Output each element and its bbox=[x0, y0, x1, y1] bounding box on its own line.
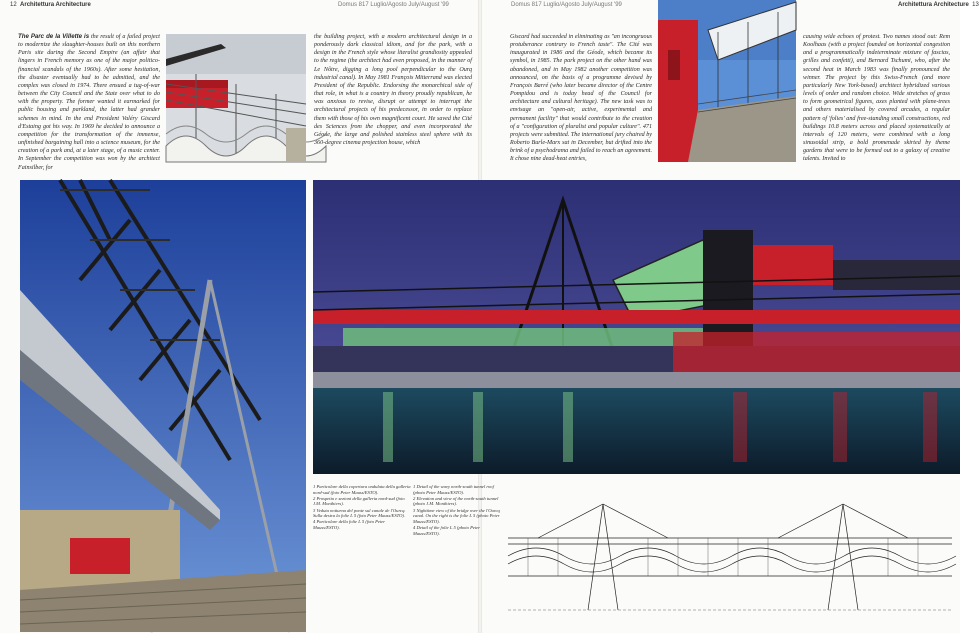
right-running-head bbox=[898, 2, 979, 8]
article-text-1: the result of a failed project to modernize the slaughter-houses built on this northern Paris site during the Second Empire (an affair that lingers in French memory as one of the major politico-financial scandals of the 1960s). After some hesitation, the disaster eventually had to be admitted, and the complex was closed in 1974. There ensued a tug-of-war between the City Council and the State over what to do with the property. The former wanted it earmarked for public housing and parkland, the latter had grander schemes in mind. In the end President Valéry Giscard d'Estaing got his way. In 1969 he decided to announce a competition for the transformation of the immense, unfinished bargaining hall into a science museum, for the creation of a park and, at a later stage, of a music center. In September the competition was won by the architect Fainsilber, for bbox=[18, 34, 160, 171]
right-section-title: Architettura Architecture bbox=[898, 2, 969, 8]
captions-italian bbox=[313, 484, 413, 531]
article-column-1 bbox=[18, 33, 160, 171]
article-column-4 bbox=[803, 33, 950, 165]
photo-bridge-structure bbox=[20, 180, 306, 632]
photo-wavy-gallery bbox=[166, 34, 306, 162]
right-page-number: 13 bbox=[972, 2, 979, 8]
photo-folie-canopy bbox=[658, 0, 796, 162]
caption-en-1: 1 Detail of the wavy north-south tunnel roof (photo Peter Mauss/ESTO). bbox=[413, 484, 494, 495]
photo-night-bridge bbox=[313, 180, 960, 474]
article-lead: The Parc de la Villette is bbox=[18, 33, 90, 40]
elevation-drawing bbox=[508, 498, 952, 622]
left-issue-line: Domus 817 Luglio/Agosto July/August '99 bbox=[338, 2, 449, 8]
article-text-3: Giscard had succeeded in eliminating as "an incongruous protuberance contrary to French taste". The Cité was inaugurated in 1986 and the Géode, which became its symbol, in 1985. The park project on the other hand was abandoned, and in May 1982 another competition was announced, on the basis of a programme devised by François Barré (who later became director of the Centre Pompidou and is today head of the Council for architecture and cultural heritage). The new task was to envisage an "open-air, active, experimental and permanent facility" that would contribute to the creation of a "configuration of pluralist and popular culture". 471 projects were submitted. The international jury chaired by Roberto Burle-Marx sat in December, but drifted into the brink of a psychodrama and failed to reach an agreement. It chose nine dead-heat entries, bbox=[510, 34, 652, 163]
caption-it-3: 3 Veduta notturna del ponte sul canale de l'Ourcq. Sulla destra la folie L 5 (foto Peter Mauss/ESTO). bbox=[313, 507, 406, 519]
article-column-3 bbox=[510, 33, 652, 165]
article-column-2 bbox=[314, 33, 472, 165]
caption-it-4: 4 Particolare della folie L 5 (foto Peter Mauss/ESTO). bbox=[313, 519, 386, 530]
caption-it-2: 2 Prospetto e sezioni della galleria nord-sud (foto J.M. Monthiers). bbox=[313, 495, 405, 507]
caption-en-4: 4 Detail of the folie L 5 (photo Peter Mauss/ESTO). bbox=[413, 524, 481, 536]
left-running-head bbox=[10, 2, 91, 8]
right-issue-line: Domus 817 Luglio/Agosto July/August '99 bbox=[511, 2, 622, 8]
caption-en-3: 3 Nighttime view of the bridge over the l'Ourcq canal. On the right is the folie L 5 (photo Peter Mauss/ESTO). bbox=[413, 507, 500, 524]
article-text-2: the building project, with a modern architectural design in a ponderously dark classical idiom, and for the park, with a design in the French style whose literalist grandiosity appealed to the regime (the architect had even proposed, in the manner of Le Nôtre, digging a long pool perpendicular to the Ourq industrial canal). In May 1981 François Mitterrand was elected President of the Republic. Endorsing the monarchical side of that role, in what is a country in theory proudly republican, he was anxious to revise, disrupt or attempt to interrupt the architectural projects of his predecessor, in order to replace them with those of his own magnificent court. He saved the Cité des Sciences from the chopper, and even incorporated the Géode, the large and polished stainless steel sphere with its 360-degree cinema projection house, which bbox=[314, 34, 472, 147]
left-section-title: Architettura Architecture bbox=[20, 2, 91, 8]
caption-en-2: 2 Elevation and view of the north-south tunnel (photo J.M. Monthiers). bbox=[413, 495, 499, 507]
captions-english bbox=[413, 484, 501, 537]
article-text-4: causing wide echoes of protest. Two names stood out: Rem Koolhaas (with a project founded on horizontal congestion and a programmatically indeterminate mixture of fascias, grilles and confetti), and Bernard Tschumi, who, after the second heat in March 1983 was finally pronounced the winner. The project by this Swiss-French (and more particularly New York-based) architect hybridized various levels of order and random choice. Wide stretches of grass to form geometrical figures, axes planted with plane-trees and others materialised by covered arcades, a regular pattern of 'folies' and free-standing small constructions, red buildings 10.8 meters across and placed systematically at intervals of 120 meters, were combined with a long sinusoidal strip, a bold promenade skirted by theme gardens that were to be formed out to a galaxy of creative talents. Invited to bbox=[803, 34, 950, 163]
left-page-number: 12 bbox=[10, 2, 17, 8]
caption-it-1: 1 Particolare della copertura ondulata della galleria nord-sud (foto Peter Mauss/ESTO). bbox=[313, 484, 411, 495]
